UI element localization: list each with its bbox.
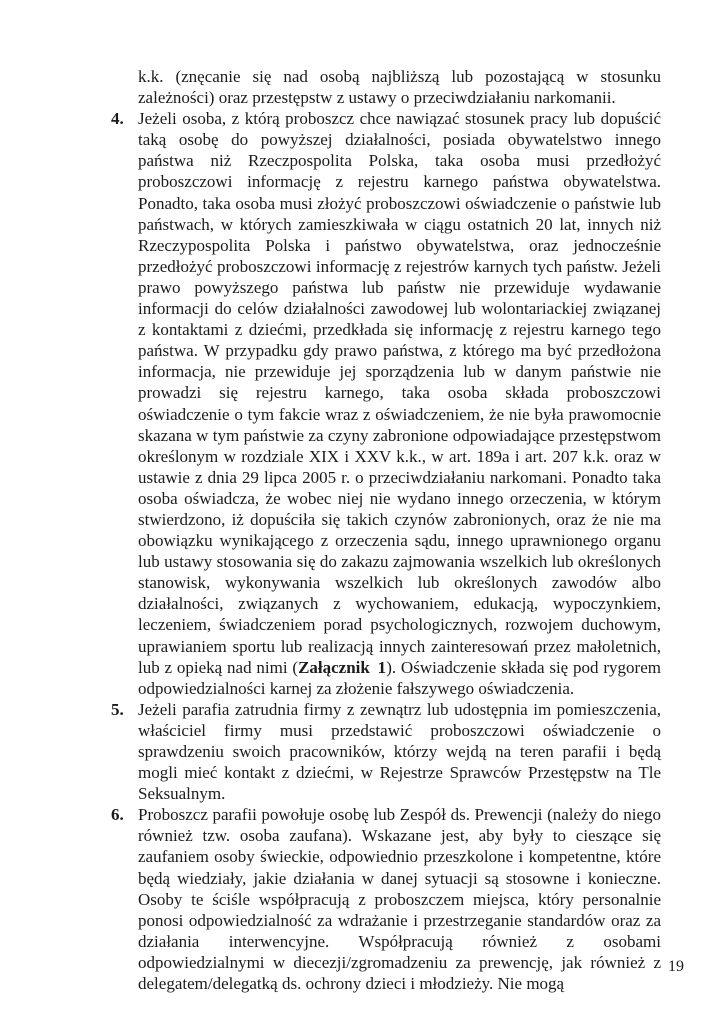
list-item-4 [111, 108, 661, 699]
list-item-4-text-after: ). Oświadczenie składa się pod rygorem odpowiedzialności karnej za złożenie fałszywego oświadczenia. [138, 657, 661, 698]
list-item-6 [111, 804, 661, 994]
list-item-4-text-before: Jeżeli osoba, z którą proboszcz chce nawiązać stosunek pracy lub dopuścić taką osobę do powyższej działalności, posiada obywatelstwo innego państwa niż Rzeczpospolita Polska, taka osoba musi przedłożyć proboszczowi informację z rejestru karnego państwa obywatelstwa. Ponadto, taka osoba musi złożyć proboszczowi oświadczenie o państwie lub państwach, w których zamieszkiwała w ciągu ostatnich 20 lat, innych niż Rzeczypospolita Polska i państwo obywatelstwa, oraz jednocześnie przedłożyć proboszczowi informację z rejestrów karnych tych państw. Jeżeli prawo powyższego państwa lub państw nie przewiduje wydawanie informacji do celów działalności zawodowej lub wolontariackiej związanej z kontaktami z dziećmi, przedkłada się informację z rejestru karnego tego państwa. W przypadku gdy prawo państwa, z którego ma być przedłożona informacja, nie przewiduje jej sporządzenia lub w danym państwie nie prowadzi się rejestru karnego, taka osoba składa proboszczowi oświadczenie o tym fakcie wraz z oświadczeniem, że nie była prawomocnie skazana w tym państwie za czyny zabronione odpowiadające przestępstwom określonym w rozdziale XIX i XXV k.k., w art. 189a i art. 207 k.k. oraz w ustawie z dnia 29 lipca 2005 r. o przeciwdziałaniu narkomani. Ponadto taka osoba oświadcza, że wobec niej nie wydano innego orzeczenia, w którym stwierdzono, iż dopuściła się takich czynów zabronionych, oraz że nie ma obowiązku wynikającego z orzeczenia sądu, innego uprawnionego organu lub ustawy stosowania się do zakazu zajmowania wszelkich lub określonych stanowisk, wykonywania wszelkich lub określonych zawodów albo działalności, związanych z wychowaniem, edukacją, wypoczynkiem, leczeniem, świadczeniem porad psychologicznych, rozwojem duchowym, uprawianiem sportu lub realizacją innych zainteresowań przez małoletnich, lub z opieką nad nimi ( [138, 109, 661, 677]
list-item-4-marker: 4. [111, 109, 124, 129]
list-item-6-marker: 6. [111, 805, 124, 825]
page-number: 19 [668, 958, 684, 975]
zalacznik-reference: Załącznik 1 [298, 657, 387, 677]
list-item-6-text: Proboszcz parafii powołuje osobę lub Zespół ds. Prewencji (należy do niego również tzw. osoba zaufana). Wskazane jest, aby były to cieszące się zaufaniem osoby świeckie, odpowiednio przeszkolone i kompetentne, które będą wiedziały, jakie działania w danej sytuacji są stosowne i konieczne. Osoby te ściśle współpracują z proboszczem miejsca, który personalnie ponosi odpowiedzialność za wdrażanie i przestrzeganie standardów oraz za działania interwencyjne. Współpracują również z osobami odpowiedzialnymi w diecezji/zgromadzeniu za prewencję, jak również z delegatem/delegatką ds. ochrony dzieci i młodzieży. Nie mogą [138, 805, 661, 994]
list-item-5 [111, 699, 661, 804]
list-item-5-marker: 5. [111, 699, 124, 719]
paragraph-continuation: k.k. (znęcanie się nad osobą najbliższą lub pozostającą w stosunku zależności) oraz przestępstw z ustawy o przeciwdziałaniu narkomanii. [138, 67, 661, 108]
list-item-5-text: Jeżeli parafia zatrudnia firmy z zewnątrz lub udostępnia im pomieszczenia, właściciel firmy musi przedstawić proboszczowi oświadczenie o sprawdzeniu swoich pracowników, którzy wejdą na teren parafii i będą mogli mieć kontakt z dziećmi, w Rejestrze Sprawców Przestępstw na Tle Seksualnym. [138, 699, 661, 804]
page-body-text [111, 66, 661, 994]
